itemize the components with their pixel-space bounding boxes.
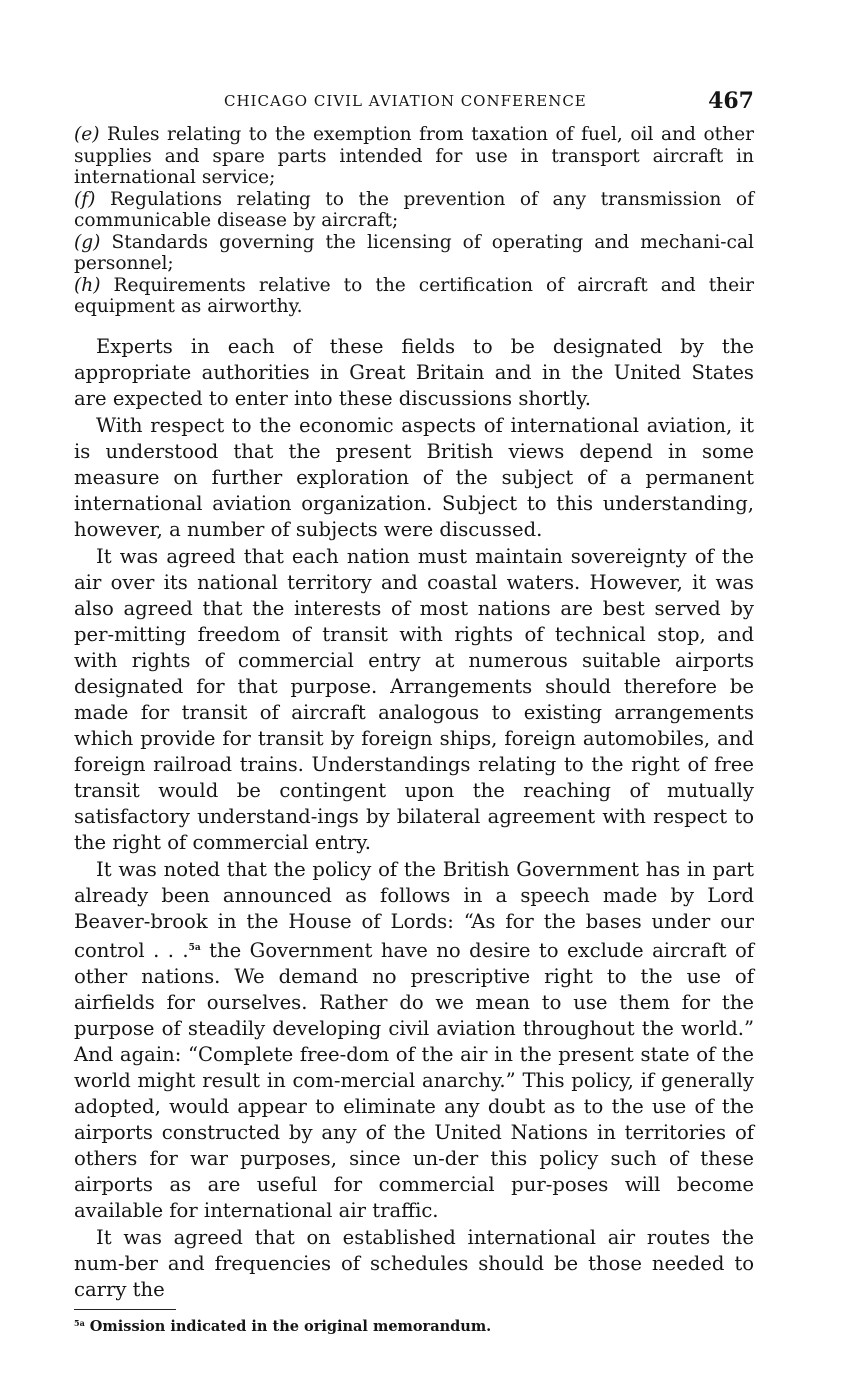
footnote-marker: 5a xyxy=(74,1317,85,1328)
running-head xyxy=(74,88,754,120)
item-text: Standards governing the licensing of operating and mechani-cal personnel; xyxy=(74,231,754,274)
item-text: Requirements relative to the certification of aircraft and their equipment as airworthy. xyxy=(74,274,754,317)
page-number: 467 xyxy=(708,88,754,114)
paragraph xyxy=(74,857,754,1224)
document-page xyxy=(74,88,754,1335)
paragraph: Experts in each of these fields to be designated by the appropriate authorities in Great Britain and in the United States are expected to enter into these discussions shortly. xyxy=(74,334,754,410)
paragraph: It was agreed that on established international air routes the num-ber and frequencies of schedules should be those needed to carry the xyxy=(74,1225,754,1301)
footnote-reference[interactable]: 5a xyxy=(188,942,201,953)
item-letter: (f) xyxy=(74,188,96,210)
paragraph-text: the Government have no desire to exclude aircraft of other nations. We demand no prescriptive right to the use of airfields for ourselves. Rather do we mean to use them for the purpose of steadily developing civil aviation throughout the world.” And again: “Complete free-dom of the air in the present state of the world might result in com-mercial anarchy.” This policy, if generally adopted, would appear to eliminate any doubt as to the use of the airports constructed by any of the United Nations in territories of others for war purposes, since un-der this policy such of these airports as are useful for commercial pur-poses will become available for international air traffic. xyxy=(74,938,754,1222)
list-item xyxy=(74,189,754,232)
paragraph: With respect to the economic aspects of international aviation, it is understood that the present British views depend in some measure on further exploration of the subject of a permanent international aviation organization. Subject to this understanding, however, a number of subjects were discussed. xyxy=(74,413,754,541)
item-text: Regulations relating to the prevention of any transmission of communicable disease by aircraft; xyxy=(74,188,754,231)
paragraph: It was agreed that each nation must maintain sovereignty of the air over its national territory and coastal waters. However, it was also agreed that the interests of most nations are best served by per-mitting freedom of transit with rights of technical stop, and with rights of commercial entry at numerous suitable airports designated for that purpose. Arrangements should therefore be made for transit of aircraft analogous to existing arrangements which provide for transit by foreign ships, foreign automobiles, and foreign railroad trains. Understandings relating to the right of free transit would be contingent upon the reaching of mutually satisfactory understand-ings by bilateral agreement with respect to the right of commercial entry. xyxy=(74,544,754,854)
list-item xyxy=(74,232,754,275)
item-list xyxy=(74,124,754,318)
paragraph-text: It was noted that the policy of the British Government has in part already been announced as follows in a speech made by Lord Beaver-brook in the House of Lords: “As for the bases under our control . . . xyxy=(74,857,754,962)
body-text xyxy=(74,334,754,1303)
item-text: Rules relating to the exemption from taxation of fuel, oil and other supplies and spare parts intended for use in transport aircraft in international service; xyxy=(74,124,754,188)
footnote-divider xyxy=(74,1309,176,1310)
item-letter: (g) xyxy=(74,231,101,253)
list-item xyxy=(74,275,754,318)
item-letter: (h) xyxy=(74,274,101,296)
running-head-title: CHICAGO CIVIL AVIATION CONFERENCE xyxy=(224,92,587,110)
item-letter: (e) xyxy=(74,124,100,145)
footnote-text: Omission indicated in the original memorandum. xyxy=(84,1317,492,1335)
footnote xyxy=(74,1318,754,1335)
list-item xyxy=(74,124,754,189)
